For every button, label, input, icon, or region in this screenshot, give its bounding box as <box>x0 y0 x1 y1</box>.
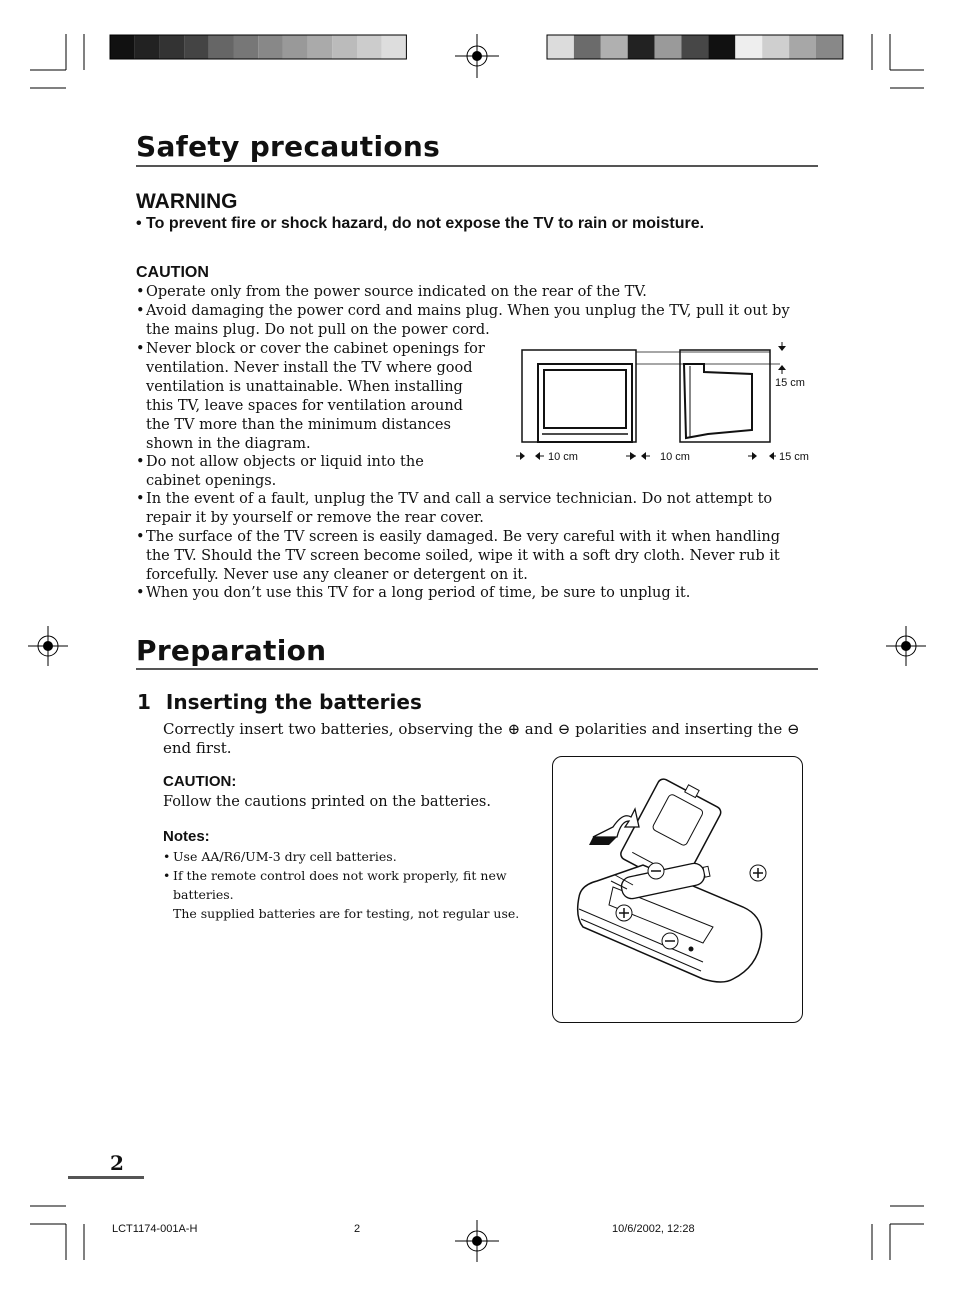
color-swatch <box>547 35 574 59</box>
tv-side-body <box>684 364 752 438</box>
caution-bullet-text: When you don’t use this TV for a long period of time, be sure to unplug it. <box>146 585 691 601</box>
minus-polarity-icon <box>648 863 664 879</box>
registration-mark-icon <box>28 626 68 666</box>
section-title-safety: Safety precautions <box>136 130 441 163</box>
bullet-icon: • <box>136 529 145 545</box>
page-number: 2 <box>110 1151 124 1175</box>
color-swatch <box>357 35 382 59</box>
caution-bullet-text: The surface of the TV screen is easily damaged. Be very careful with it when handling the TV. Should the TV screen become soiled, wipe it with a soft dry cloth. Never rub it forcefully. Never use any cleaner or detergent on it. <box>146 529 781 583</box>
dimension-label-mid: 10 cm <box>660 451 690 463</box>
caution-bullet-text: In the event of a fault, unplug the TV and call a service technician. Do not attempt to repair it by yourself or remove the rear cover. <box>146 491 773 526</box>
bullet-icon: • <box>136 341 145 357</box>
caution-bullet-text: Never block or cover the cabinet openings for ventilation. Never install the TV where good ventilation is unattainable. When installing this TV, leave spaces for ventilation around the TV more than the minimum distances shown in the diagram. <box>146 341 485 452</box>
note-item <box>163 866 543 923</box>
color-swatch <box>601 35 628 59</box>
note-text: If the remote control does not work properly, fit new batteries. The supplied batteries are for testing, not regular use. <box>173 868 520 921</box>
page-number-rule <box>68 1176 144 1179</box>
minus-polarity-icon: ⊖ <box>557 720 571 738</box>
color-swatch <box>628 35 655 59</box>
color-swatch <box>762 35 789 59</box>
printer-marks-bottom <box>0 1190 954 1294</box>
section-title-preparation: Preparation <box>136 634 327 667</box>
color-swatch <box>789 35 816 59</box>
batteries-caution-text: Follow the cautions printed on the batteries. <box>163 794 491 810</box>
remote-battery-illustration <box>553 757 802 1022</box>
color-swatch <box>816 35 843 59</box>
bullet-icon: • <box>136 284 145 300</box>
batteries-intro: Correctly insert two batteries, observing the ⊕ and ⊖ polarities and inserting the ⊖ end first. <box>163 720 800 757</box>
note-item <box>163 847 543 866</box>
bullet-icon: • <box>136 491 145 507</box>
step-number: 1 <box>137 690 151 714</box>
color-calibration-bar <box>547 35 843 59</box>
doc-code: LCT1174-001A-H <box>112 1223 198 1235</box>
ventilation-diagram <box>512 338 822 468</box>
sheet-number: 2 <box>354 1223 361 1235</box>
caution-bullet-text: Do not allow objects or liquid into the cabinet openings. <box>146 454 424 489</box>
caution-heading: CAUTION <box>136 264 209 281</box>
color-swatch <box>283 35 308 59</box>
title-underline <box>136 165 818 167</box>
color-swatch <box>332 35 357 59</box>
tv-front-body <box>538 364 632 442</box>
color-swatch <box>308 35 333 59</box>
bullet-icon: • <box>136 454 145 470</box>
bullet-icon: • <box>163 868 171 883</box>
bullet-icon: • <box>136 303 145 319</box>
step-heading <box>137 690 422 714</box>
color-swatch <box>209 35 234 59</box>
minus-polarity-icon <box>662 933 678 949</box>
dimension-label-top: 15 cm <box>775 377 805 389</box>
registration-mark-icon <box>455 1220 499 1262</box>
color-swatch <box>708 35 735 59</box>
caution-bullet-text: Avoid damaging the power cord and mains plug. When you unplug the TV, pull it out by the mains plug. Do not pull on the power cord. <box>146 303 790 338</box>
plus-polarity-icon <box>750 865 766 881</box>
remote-illustration-frame <box>552 756 803 1023</box>
warning-heading: WARNING <box>136 190 238 213</box>
dimension-label-left: 10 cm <box>548 451 578 463</box>
color-swatch <box>682 35 709 59</box>
color-swatch <box>735 35 762 59</box>
color-swatch <box>655 35 682 59</box>
bullet-icon: • <box>163 849 171 864</box>
color-swatch <box>574 35 601 59</box>
registration-mark-icon <box>886 626 926 666</box>
color-swatch <box>258 35 283 59</box>
step-title: Inserting the batteries <box>165 690 422 714</box>
print-timestamp: 10/6/2002, 12:28 <box>612 1223 695 1235</box>
color-calibration-bar <box>110 35 406 59</box>
color-swatch <box>110 35 135 59</box>
plus-polarity-icon <box>616 905 632 921</box>
notes-heading: Notes: <box>163 828 210 845</box>
dimension-label-right: 15 cm <box>779 451 809 463</box>
warning-text: • To prevent fire or shock hazard, do not expose the TV to rain or moisture. <box>136 215 705 232</box>
color-swatch <box>159 35 184 59</box>
color-swatch <box>382 35 407 59</box>
bullet-icon: • <box>136 585 145 601</box>
title-underline <box>136 668 818 670</box>
color-swatch <box>184 35 209 59</box>
registration-mark-icon <box>455 34 499 78</box>
plus-polarity-icon: ⊕ <box>507 720 521 738</box>
note-text: Use AA/R6/UM-3 dry cell batteries. <box>173 849 397 864</box>
color-swatch <box>234 35 259 59</box>
caution-bullet-text: Operate only from the power source indicated on the rear of the TV. <box>146 284 647 300</box>
tv-front-screen <box>544 370 626 428</box>
printer-marks-top <box>0 0 954 110</box>
batteries-caution-heading: CAUTION: <box>163 773 237 790</box>
minus-polarity-icon: ⊖ <box>787 720 800 738</box>
color-swatch <box>135 35 160 59</box>
